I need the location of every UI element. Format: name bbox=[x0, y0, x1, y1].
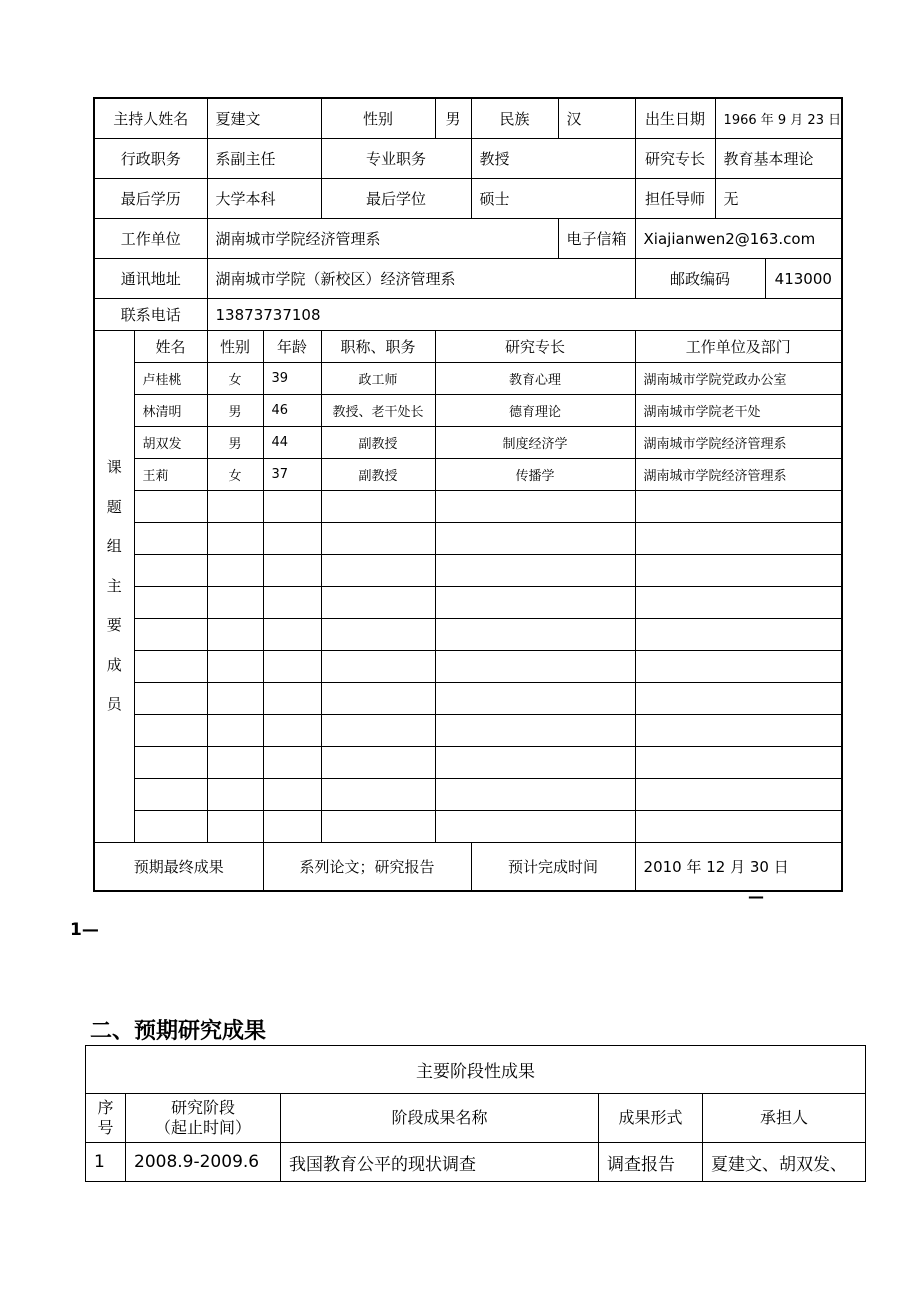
final-result-row bbox=[94, 843, 842, 892]
empty-row bbox=[94, 587, 842, 619]
member-name: 胡双发 bbox=[134, 427, 207, 459]
table-row bbox=[94, 459, 842, 491]
table-row bbox=[86, 1143, 866, 1182]
col-header-stage bbox=[126, 1094, 281, 1143]
final-result: 系列论文；研究报告 bbox=[263, 843, 471, 892]
result-name: 我国教育公平的现状调查 bbox=[281, 1143, 599, 1182]
member-specialty: 传播学 bbox=[435, 459, 635, 491]
result-owner: 夏建文、胡双发、 bbox=[703, 1143, 866, 1182]
applicant-info-table bbox=[93, 97, 843, 892]
col-header-result-name: 阶段成果名称 bbox=[281, 1094, 599, 1143]
section-title: 二、预期研究成果 bbox=[90, 1019, 267, 1044]
member-age: 37 bbox=[263, 459, 321, 491]
empty-row bbox=[94, 523, 842, 555]
info-row-3 bbox=[94, 179, 842, 219]
result-form: 调查报告 bbox=[599, 1143, 703, 1182]
member-age: 39 bbox=[263, 363, 321, 395]
degree-label: 最后学位 bbox=[321, 179, 471, 219]
workplace: 湖南城市学院经济管理系 bbox=[207, 219, 558, 259]
ethnicity: 汉 bbox=[558, 98, 635, 139]
education: 大学本科 bbox=[207, 179, 321, 219]
table-row bbox=[94, 363, 842, 395]
col-header-owner: 承担人 bbox=[703, 1094, 866, 1143]
col-header-age: 年龄 bbox=[263, 331, 321, 363]
member-title: 政工师 bbox=[321, 363, 435, 395]
specialty: 教育基本理论 bbox=[715, 139, 842, 179]
table-row bbox=[94, 427, 842, 459]
result-stage: 2008.9-2009.6 bbox=[126, 1143, 281, 1182]
email-label: 电子信箱 bbox=[558, 219, 635, 259]
stage-header-sub: （起止时间） bbox=[154, 1118, 251, 1137]
gender: 男 bbox=[435, 98, 471, 139]
member-specialty: 德育理论 bbox=[435, 395, 635, 427]
member-workplace: 湖南城市学院经济管理系 bbox=[635, 427, 842, 459]
postcode: 413000 bbox=[765, 259, 842, 299]
birth-label: 出生日期 bbox=[635, 98, 715, 139]
member-title: 副教授 bbox=[321, 427, 435, 459]
prof-post-label: 专业职务 bbox=[321, 139, 471, 179]
phone-label: 联系电话 bbox=[94, 299, 207, 331]
final-result-label: 预期最终成果 bbox=[94, 843, 263, 892]
address-label: 通讯地址 bbox=[94, 259, 207, 299]
results-caption-row bbox=[86, 1046, 866, 1094]
col-header-seq: 序号 bbox=[86, 1094, 126, 1143]
info-row-5 bbox=[94, 259, 842, 299]
member-workplace: 湖南城市学院党政办公室 bbox=[635, 363, 842, 395]
empty-row bbox=[94, 779, 842, 811]
col-header-gender: 性别 bbox=[207, 331, 263, 363]
admin-post: 系副主任 bbox=[207, 139, 321, 179]
col-header-form: 成果形式 bbox=[599, 1094, 703, 1143]
prof-post: 教授 bbox=[471, 139, 635, 179]
empty-row bbox=[94, 651, 842, 683]
empty-row bbox=[94, 491, 842, 523]
member-title: 教授、老干处长 bbox=[321, 395, 435, 427]
info-row-1 bbox=[94, 98, 842, 139]
address: 湖南城市学院（新校区）经济管理系 bbox=[207, 259, 635, 299]
empty-row bbox=[94, 747, 842, 779]
col-header-name: 姓名 bbox=[134, 331, 207, 363]
education-label: 最后学历 bbox=[94, 179, 207, 219]
col-header-specialty: 研究专长 bbox=[435, 331, 635, 363]
email: Xiajianwen2@163.com bbox=[635, 219, 842, 259]
member-name: 林清明 bbox=[134, 395, 207, 427]
result-seq: 1 bbox=[86, 1143, 126, 1182]
ethnicity-label: 民族 bbox=[471, 98, 558, 139]
supervisor-label: 担任导师 bbox=[635, 179, 715, 219]
specialty-label: 研究专长 bbox=[635, 139, 715, 179]
admin-post-label: 行政职务 bbox=[94, 139, 207, 179]
phone: 13873737108 bbox=[207, 299, 842, 331]
members-header bbox=[94, 331, 842, 363]
member-name: 卢桂桃 bbox=[134, 363, 207, 395]
member-specialty: 制度经济学 bbox=[435, 427, 635, 459]
info-row-4 bbox=[94, 219, 842, 259]
degree: 硕士 bbox=[471, 179, 635, 219]
member-specialty: 教育心理 bbox=[435, 363, 635, 395]
members-side-label: 课题组主要成员 bbox=[94, 331, 134, 843]
expected-results-table bbox=[85, 1045, 866, 1182]
empty-row bbox=[94, 619, 842, 651]
supervisor: 无 bbox=[715, 179, 842, 219]
empty-row bbox=[94, 715, 842, 747]
results-caption: 主要阶段性成果 bbox=[86, 1046, 866, 1094]
table-row bbox=[94, 395, 842, 427]
info-row-6 bbox=[94, 299, 842, 331]
col-header-workplace: 工作单位及部门 bbox=[635, 331, 842, 363]
empty-row bbox=[94, 683, 842, 715]
birth-date: 1966 年 9 月 23 日 bbox=[715, 98, 842, 139]
member-name: 王莉 bbox=[134, 459, 207, 491]
empty-row bbox=[94, 811, 842, 843]
gender-label: 性别 bbox=[321, 98, 435, 139]
member-gender: 女 bbox=[207, 459, 263, 491]
postcode-label: 邮政编码 bbox=[635, 259, 765, 299]
member-title: 副教授 bbox=[321, 459, 435, 491]
page-number: 1— bbox=[70, 920, 99, 940]
workplace-label: 工作单位 bbox=[94, 219, 207, 259]
empty-row bbox=[94, 555, 842, 587]
results-header-row bbox=[86, 1094, 866, 1143]
col-header-title: 职称、职务 bbox=[321, 331, 435, 363]
completion-label: 预计完成时间 bbox=[471, 843, 635, 892]
member-age: 46 bbox=[263, 395, 321, 427]
member-workplace: 湖南城市学院老干处 bbox=[635, 395, 842, 427]
host-name-label: 主持人姓名 bbox=[94, 98, 207, 139]
host-name: 夏建文 bbox=[207, 98, 321, 139]
member-gender: 女 bbox=[207, 363, 263, 395]
member-age: 44 bbox=[263, 427, 321, 459]
member-workplace: 湖南城市学院经济管理系 bbox=[635, 459, 842, 491]
member-gender: 男 bbox=[207, 427, 263, 459]
completion-date: 2010 年 12 月 30 日 bbox=[635, 843, 842, 892]
page-dash: — bbox=[748, 887, 764, 906]
info-row-2 bbox=[94, 139, 842, 179]
stage-header-main: 研究阶段 bbox=[170, 1098, 235, 1117]
member-gender: 男 bbox=[207, 395, 263, 427]
